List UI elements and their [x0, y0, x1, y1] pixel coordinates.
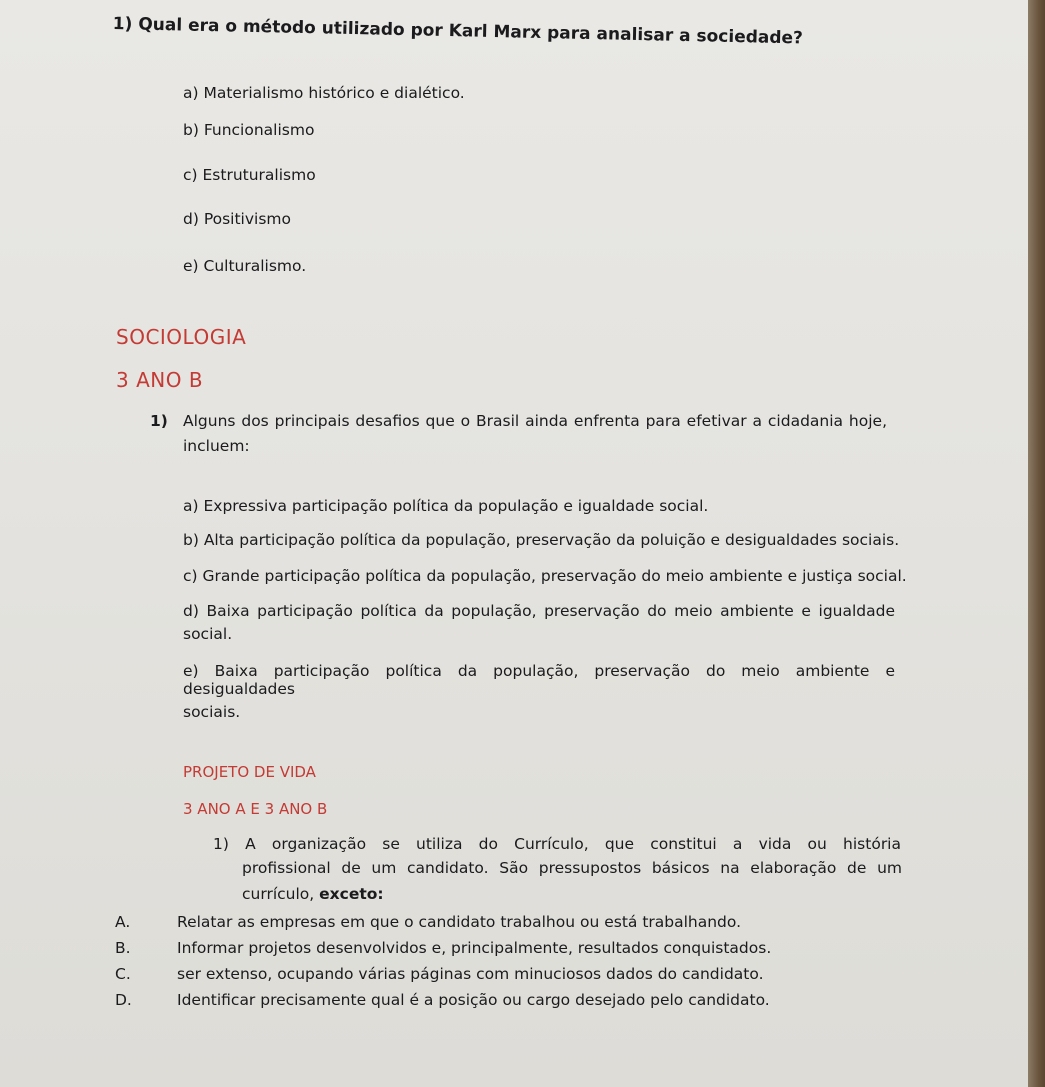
soc-option-a: a) Expressiva participação política da população e igualdade social.: [183, 497, 709, 515]
projeto-question-line2: profissional de um candidato. São pressupostos básicos na elaboração de um: [242, 859, 902, 877]
question-1-title: 1) Qual era o método utilizado por Karl Marx para analisar a sociedade?: [112, 14, 804, 49]
soc-option-d-line1: d) Baixa participação política da população, preservação do meio ambiente e igualdade: [183, 602, 895, 620]
projeto-option-a-text: Relatar as empresas em que o candidato trabalhou ou está trabalhando.: [177, 913, 742, 931]
projeto-option-c: [115, 965, 764, 983]
soc-question-text: [183, 412, 887, 455]
q1-option-b: b) Funcionalismo: [183, 121, 315, 139]
soc-option-e-line2: sociais.: [183, 703, 241, 721]
q1-option-d: d) Positivismo: [183, 210, 291, 228]
projeto-option-c-text: ser extenso, ocupando várias páginas com minuciosos dados do candidato.: [177, 965, 764, 983]
q1-option-c: c) Estruturalismo: [183, 166, 316, 184]
projeto-question-line3-start: currículo,: [242, 885, 320, 903]
projeto-option-a-letter: A.: [115, 913, 131, 931]
soc-option-c: c) Grande participação política da população, preservação do meio ambiente e justiça social.: [183, 567, 907, 585]
soc-option-d-line2: social.: [183, 625, 233, 643]
projeto-option-d: [115, 991, 770, 1009]
projeto-question-exceto: exceto:: [319, 885, 384, 903]
table-edge: [1028, 0, 1045, 1087]
soc-question-number-label: 1): [150, 412, 168, 430]
soc-option-b: b) Alta participação política da população, preservação da poluição e desigualdades sociais.: [183, 531, 900, 549]
projeto-question-cont: [242, 856, 902, 906]
soc-question-line1: Alguns dos principais desafios que o Brasil ainda enfrenta para efetivar a cidadania hoje,: [183, 412, 887, 430]
projeto-question: [213, 832, 901, 856]
projeto-option-d-text: Identificar precisamente qual é a posição ou cargo desejado pelo candidato.: [177, 991, 770, 1009]
soc-option-e: [183, 662, 895, 721]
projeto-option-b: [115, 939, 771, 957]
projeto-option-d-letter: D.: [115, 991, 132, 1009]
q1-option-a: a) Materialismo histórico e dialético.: [183, 84, 465, 102]
soc-question-number: [150, 412, 168, 430]
soc-option-e-line1: e) Baixa participação política da população, preservação do meio ambiente e desigualdades: [183, 662, 895, 698]
section-class-projeto: 3 ANO A E 3 ANO B: [183, 800, 328, 818]
projeto-option-c-letter: C.: [115, 965, 131, 983]
projeto-question-line1: 1) A organização se utiliza do Currículo, que constitui a vida ou história: [213, 835, 901, 853]
projeto-option-b-letter: B.: [115, 939, 131, 957]
q1-option-e: e) Culturalismo.: [183, 257, 307, 275]
projeto-question-line3: [242, 882, 902, 906]
soc-question-line2: incluem:: [183, 437, 250, 455]
soc-option-d: [183, 602, 895, 643]
projeto-option-b-text: Informar projetos desenvolvidos e, principalmente, resultados conquistados.: [177, 939, 772, 957]
section-class-sociologia: 3 ANO B: [116, 368, 204, 392]
section-heading-sociologia: SOCIOLOGIA: [116, 325, 247, 349]
projeto-option-a: [115, 913, 741, 931]
section-heading-projeto: PROJETO DE VIDA: [183, 763, 316, 781]
